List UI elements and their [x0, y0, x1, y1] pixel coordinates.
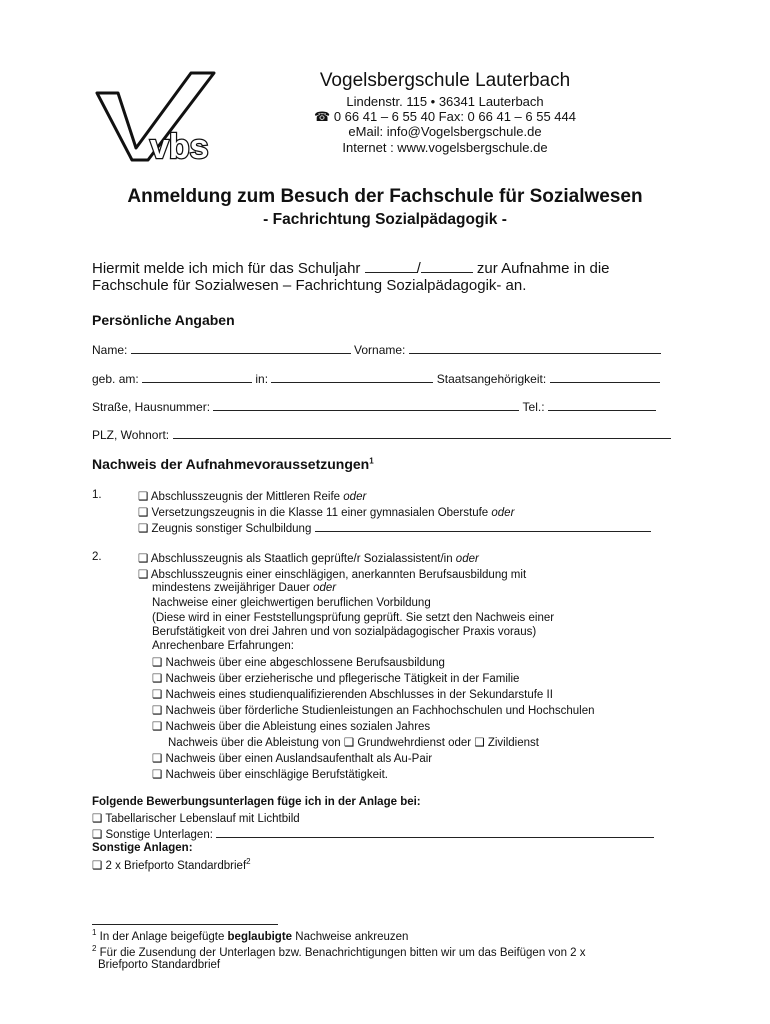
experience-dienst	[168, 735, 539, 749]
vorbildung-text: Nachweise einer gleichwertigen beruflichen Vorbildung	[152, 597, 431, 609]
experience-au-pair[interactable]	[152, 751, 432, 765]
page-title: Anmeldung zum Besuch der Fachschule für Sozialwesen	[127, 186, 643, 207]
phone-label: Tel.:	[522, 400, 545, 414]
name-row	[92, 343, 661, 357]
street-label: Straße, Hausnummer:	[92, 400, 211, 414]
anlage-sonstige-unterlagen[interactable]	[92, 827, 654, 841]
vorname-label: Vorname:	[354, 343, 406, 357]
street-field[interactable]	[213, 400, 519, 411]
option-text: Abschlusszeugnis als Staatlich geprüfte/r Sozialassistent/in	[150, 553, 456, 565]
option-text: mindestens zweijähriger Dauer	[152, 582, 314, 594]
footnote-bold-text: beglaubigte	[227, 930, 293, 943]
experience-sekundarstufe[interactable]	[152, 687, 553, 701]
nationality-label: Staatsangehörigkeit:	[436, 372, 547, 386]
option-text: Abschlusszeugnis der Mittleren Reife	[150, 491, 344, 503]
footnote-2-number: 2	[92, 944, 97, 953]
name-label: Name:	[92, 343, 128, 357]
checkbox-grundwehrdienst-icon[interactable]: ❑	[343, 737, 355, 749]
option-text: Nachweis über einschlägige Berufstätigkeit.	[165, 769, 388, 781]
checkbox-icon[interactable]: ❑	[138, 569, 149, 581]
anlagen-heading: Folgende Bewerbungsunterlagen füge ich in der Anlage bei:	[92, 796, 421, 808]
schoolyear-end-field[interactable]	[421, 262, 473, 273]
footnote-ref-1: 1	[369, 456, 374, 466]
or-text: oder	[313, 582, 337, 594]
birthplace-field[interactable]	[271, 372, 433, 383]
nachweis-heading	[92, 456, 374, 472]
option-text: Versetzungszeugnis in die Klasse 11 einer gymnasialen Oberstufe	[151, 507, 492, 519]
option-text: 2 x Briefporto Standardbrief	[105, 859, 247, 872]
checkbox-icon[interactable]: ❑	[152, 673, 163, 685]
school-phone-fax	[300, 109, 590, 125]
checkbox-icon[interactable]: ❑	[138, 523, 149, 535]
or-text: oder	[343, 491, 367, 503]
section-number-2: 2.	[92, 551, 102, 563]
page-subtitle: - Fachrichtung Sozialpädagogik -	[263, 211, 507, 228]
phone-icon: ☎	[314, 109, 331, 124]
birthdate-field[interactable]	[142, 372, 252, 383]
option-versetzung[interactable]	[138, 505, 514, 519]
phone-field[interactable]	[548, 400, 656, 411]
footnote-text: Für die Zusendung der Unterlagen bzw. Benachrichtigungen bitten wir um das Beifügen von 2 x	[96, 946, 586, 959]
sonstige-unterlagen-field[interactable]	[216, 827, 654, 838]
checkbox-icon[interactable]: ❑	[138, 491, 149, 503]
option-berufsausbildung[interactable]	[138, 567, 526, 581]
option-text: Nachweis über förderliche Studienleistungen an Fachhochschulen und Hochschulen	[165, 705, 595, 717]
footnote-divider	[92, 924, 278, 925]
footnote-2-continued: Briefporto Standardbrief	[98, 959, 221, 971]
checkbox-icon[interactable]: ❑	[152, 705, 163, 717]
berufsausbildung-line-2	[152, 582, 336, 594]
logo-text: vbs	[150, 128, 209, 162]
option-sozialassistent[interactable]	[138, 551, 479, 565]
checkbox-zivildienst-icon[interactable]: ❑	[474, 737, 485, 749]
anlage-briefporto[interactable]	[92, 857, 251, 872]
experience-studienleistungen[interactable]	[152, 703, 594, 717]
option-text: Zivildienst	[487, 737, 539, 749]
street-row	[92, 400, 656, 414]
intro-line-2: Fachschule für Sozialwesen – Fachrichtung Sozialpädagogik- an.	[92, 277, 527, 294]
nachweis-heading-text: Nachweis der Aufnahmevoraussetzungen	[92, 456, 370, 472]
city-field[interactable]	[173, 428, 671, 439]
checkbox-icon[interactable]: ❑	[152, 657, 163, 669]
anrechenbare-erfahrungen: Anrechenbare Erfahrungen:	[152, 640, 294, 652]
checkbox-icon[interactable]: ❑	[92, 813, 103, 825]
checkbox-icon[interactable]: ❑	[138, 507, 149, 519]
experience-berufstaetigkeit[interactable]	[152, 767, 388, 781]
option-sonstige-schulbildung[interactable]	[138, 521, 651, 535]
footnote-text: In der Anlage beigefügte	[96, 930, 228, 943]
schoolyear-start-field[interactable]	[365, 262, 417, 273]
personal-heading: Persönliche Angaben	[92, 312, 235, 328]
vorbildung-note-2: Berufstätigkeit von drei Jahren und von sozialpädagogischer Praxis voraus)	[152, 626, 537, 638]
section-number-1: 1.	[92, 489, 102, 501]
checkbox-icon[interactable]: ❑	[152, 769, 163, 781]
option-text: Nachweis über eine abgeschlossene Berufsausbildung	[165, 657, 445, 669]
experience-familie[interactable]	[152, 671, 519, 685]
phone-fax-text: 0 66 41 – 6 55 40 Fax: 0 66 41 – 6 55 444	[333, 109, 576, 124]
checkbox-icon[interactable]: ❑	[92, 859, 103, 872]
checkbox-icon[interactable]: ❑	[152, 721, 163, 733]
footnote-2	[92, 944, 586, 959]
nationality-field[interactable]	[550, 372, 660, 383]
name-field[interactable]	[131, 343, 351, 354]
option-text: Sonstige Unterlagen:	[105, 829, 213, 841]
checkbox-icon[interactable]: ❑	[138, 553, 149, 565]
option-text: Tabellarischer Lebenslauf mit Lichtbild	[105, 813, 300, 825]
option-text: Grundwehrdienst oder	[357, 737, 475, 749]
footnote-text: Nachweise ankreuzen	[292, 930, 409, 943]
anlage-lebenslauf[interactable]	[92, 811, 300, 825]
option-text: Nachweis über die Ableistung von	[168, 737, 344, 749]
checkbox-icon[interactable]: ❑	[152, 753, 163, 765]
school-internet: Internet : www.vogelsbergschule.de	[342, 140, 548, 155]
vorbildung-note-1: (Diese wird in einer Feststellungsprüfung geprüft. Sie setzt den Nachweis einer	[152, 612, 555, 624]
checkbox-icon[interactable]: ❑	[152, 689, 163, 701]
city-row	[92, 428, 671, 442]
option-text: Nachweis über erzieherische und pflegerische Tätigkeit in der Familie	[165, 673, 520, 685]
option-text: Zeugnis sonstiger Schulbildung	[151, 523, 312, 535]
schulbildung-field[interactable]	[315, 521, 651, 532]
city-label: PLZ, Wohnort:	[92, 428, 170, 442]
footnote-ref-2: 2	[246, 857, 251, 866]
sonstige-anlagen-label: Sonstige Anlagen:	[92, 842, 193, 854]
experience-soziales-jahr[interactable]	[152, 719, 430, 733]
or-text: oder	[455, 553, 479, 565]
option-text: Nachweis über einen Auslandsaufenthalt als Au-Pair	[165, 753, 433, 765]
option-text: Abschlusszeugnis einer einschlägigen, anerkannten Berufsausbildung mit	[150, 569, 527, 581]
option-mittlere-reife[interactable]	[138, 489, 366, 503]
birth-row	[92, 372, 660, 386]
option-text: Nachweis eines studienqualifizierenden Abschlusses in der Sekundarstufe II	[165, 689, 553, 701]
school-address: Lindenstr. 115 • 36341 Lauterbach	[346, 94, 544, 109]
vorname-field[interactable]	[409, 343, 661, 354]
experience-berufsausbildung[interactable]	[152, 655, 445, 669]
school-email: eMail: info@Vogelsbergschule.de	[348, 124, 542, 139]
intro-line-1: Hiermit melde ich mich für das Schuljahr / zur Aufnahme in die	[92, 260, 610, 277]
or-text: oder	[491, 507, 515, 519]
checkbox-icon[interactable]: ❑	[92, 829, 103, 841]
footnote-1-number: 1	[92, 928, 97, 937]
school-name: Vogelsbergschule Lauterbach	[319, 70, 571, 91]
intro-text-a: Hiermit melde ich mich für das Schuljahr	[92, 260, 365, 277]
intro-text-b: zur Aufnahme in die	[472, 260, 610, 277]
footnote-1	[92, 928, 408, 943]
option-text: Nachweis über die Ableistung eines sozialen Jahres	[165, 721, 431, 733]
birthplace-label: in:	[255, 372, 269, 386]
birthdate-label: geb. am:	[92, 372, 139, 386]
school-logo	[92, 70, 222, 162]
